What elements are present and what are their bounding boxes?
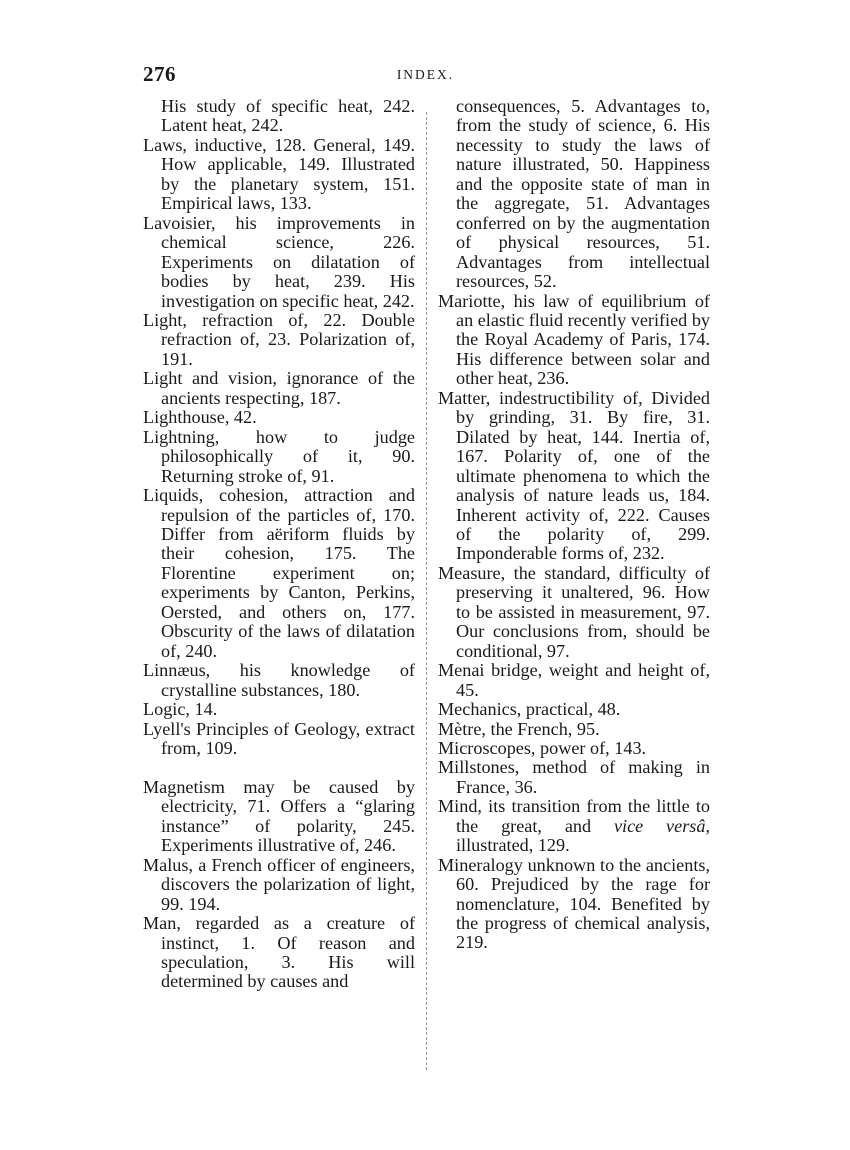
index-entry: Lightning, how to judge philosophically of it, 90. Returning stroke of, 91.: [143, 426, 415, 486]
index-entry: Mind, its transition from the little to the great, and vice versâ, illustrated, 129.: [438, 796, 711, 856]
page-number: 276: [143, 62, 176, 86]
index-entry: Mechanics, practical, 48.: [438, 699, 621, 720]
index-entry: Lyell's Principles of Geology, extract from, 109.: [143, 718, 415, 758]
column-divider: [426, 112, 427, 1070]
index-entry: Light, refraction of, 22. Double refraction of, 23. Polarization of, 191.: [143, 309, 415, 369]
index-entry: Liquids, cohesion, attraction and repulsion of the particles of, 170. Differ from aëriform fluids by their cohesion, 175. The Florentine experiment on; experiments by Canton, Perkins, Oersted, and others on, 177. Obscurity of the laws of dilatation of, 240.: [143, 485, 415, 661]
index-entry: Microscopes, power of, 143.: [438, 737, 647, 758]
running-head: INDEX.: [396, 67, 455, 82]
index-column-left: [143, 97, 415, 992]
page-header: [143, 62, 708, 88]
index-entry: Millstones, method of making in France, 36.: [438, 757, 710, 797]
index-entry: Mètre, the French, 95.: [438, 718, 600, 739]
index-entry: Linnæus, his knowledge of crystalline substances, 180.: [143, 660, 415, 700]
index-entry: Menai bridge, weight and height of, 45.: [438, 660, 710, 700]
index-entry: Lighthouse, 42.: [143, 407, 257, 428]
index-entry: Measure, the standard, difficulty of preserving it unaltered, 96. How to be assisted in measurement, 97. Our conclusions from, should be conditional, 97.: [438, 562, 710, 661]
index-entry: Laws, inductive, 128. General, 149. How applicable, 149. Illustrated by the planetary system, 151. Empirical laws, 133.: [143, 134, 415, 214]
index-entry: Mineralogy unknown to the ancients, 60. Prejudiced by the rage for nomenclature, 104. Benefited by the progress of chemical analysis, 219.: [438, 854, 710, 953]
index-entry: Mariotte, his law of equilibrium of an elastic fluid recently verified by the Royal Academy of Paris, 174. His difference between solar and other heat, 236.: [438, 290, 711, 389]
index-entry: Logic, 14.: [143, 699, 218, 720]
index-entry: Lavoisier, his improvements in chemical science, 226. Experiments on dilatation of bodies by heat, 239. His investigation on specific heat, 242.: [143, 212, 415, 311]
index-entry-continued: His study of specific heat, 242. Latent heat, 242.: [161, 96, 415, 136]
index-entry: Malus, a French officer of engineers, discovers the polarization of light, 99. 194.: [143, 854, 415, 914]
index-column-right: [438, 97, 710, 953]
index-entry: Man, regarded as a creature of instinct, 1. Of reason and speculation, 3. His will determined by causes and: [143, 913, 415, 992]
index-entry-continued: consequences, 5. Advantages to, from the study of science, 6. His necessity to study the laws of nature illustrated, 50. Happiness and the opposite state of man in the aggregate, 51. Advantages conferred on by the augmentation of physical resources, 51. Advantages from intellectual resources, 52.: [456, 96, 710, 292]
index-entry: Magnetism may be caused by electricity, 71. Offers a “glaring instance” of polarity, 245. Experiments illustrative of, 246.: [143, 776, 415, 856]
index-entry: Light and vision, ignorance of the ancients respecting, 187.: [143, 368, 415, 408]
italic-phrase: vice versâ: [613, 815, 706, 836]
index-entry: Matter, indestructibility of, Divided by grinding, 31. By fire, 31. Dilated by heat, 144. Inertia of, 167. Polarity of, one of the ultimate phenomena to which the analysis of nature leads us, 184. Inherent activity of, 222. Causes of the polarity of, 299. Imponderable forms of, 232.: [438, 387, 710, 564]
